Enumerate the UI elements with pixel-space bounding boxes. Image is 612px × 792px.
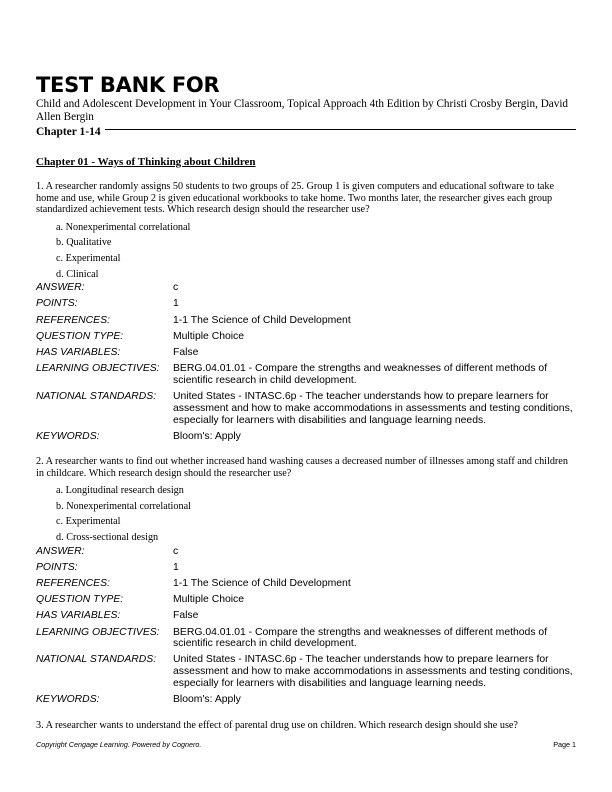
keywords-label: KEYWORDS: [36, 430, 100, 442]
answer-label: ANSWER: [36, 282, 85, 294]
learning-objectives-label: LEARNING OBJECTIVES: [36, 626, 160, 638]
national-standards-value: United States - INTASC.6p - The teacher understands how to prepare learners for assessment and how to make accommodations in assessments and testing conditions, especially for learners with disabilities and language learning needs. [173, 654, 573, 690]
option-a: a. Nonexperimental correlational [56, 221, 191, 233]
page-number: Page 1 [553, 740, 576, 749]
document-title: TEST BANK FOR [36, 73, 220, 97]
answer-options [36, 483, 578, 545]
answer-row [36, 546, 578, 558]
question-block-1 [36, 181, 578, 447]
keywords-row [36, 694, 578, 706]
points-value: 1 [173, 298, 179, 310]
references-row [36, 578, 578, 590]
option-a: a. Longitudinal research design [56, 485, 184, 497]
points-row [36, 298, 578, 310]
question-type-label: QUESTION TYPE: [36, 594, 124, 606]
national-standards-label: NATIONAL STANDARDS: [36, 391, 157, 403]
references-value: 1-1 The Science of Child Development [173, 577, 351, 589]
points-label: POINTS: [36, 561, 78, 573]
option-d: d. Clinical [56, 268, 99, 280]
learning-objectives-row [36, 627, 578, 651]
references-value: 1-1 The Science of Child Development [173, 314, 351, 326]
question-type-value: Multiple Choice [173, 594, 245, 606]
points-label: POINTS: [36, 298, 78, 310]
chapter-heading: Chapter 01 - Ways of Thinking about Children [36, 156, 256, 168]
question-type-row [36, 331, 578, 343]
answer-row [36, 282, 578, 294]
question-text: 2. A researcher wants to find out whether increased hand washing causes a decreased number of illnesses among staff and children in childcare. Which research design should the researcher use? [36, 456, 568, 479]
has-variables-row [36, 610, 578, 622]
answer-value: c [173, 282, 179, 294]
learning-objectives-value: BERG.04.01.01 - Compare the strengths and weaknesses of different methods of scientific research in child development. [173, 626, 548, 650]
keywords-value: Bloom's: Apply [173, 430, 241, 442]
national-standards-value: United States - INTASC.6p - The teacher understands how to prepare learners for assessment and how to make accommodations in assessments and testing conditions, especially for learners with disabilities and language learning needs. [173, 391, 573, 426]
option-c: c. Experimental [56, 516, 121, 528]
points-row [36, 562, 578, 574]
header-divider [105, 129, 576, 130]
option-b: b. Nonexperimental correlational [56, 500, 191, 512]
question-metadata [36, 282, 578, 443]
option-d: d. Cross-sectional design [56, 531, 159, 543]
keywords-label: KEYWORDS: [36, 694, 100, 706]
answer-label: ANSWER: [36, 545, 85, 557]
question-text: 3. A researcher wants to understand the effect of parental drug use on children. Which research design should she use? [36, 720, 518, 731]
option-c: c. Experimental [56, 252, 121, 264]
references-label: REFERENCES: [36, 314, 110, 326]
national-standards-row [36, 391, 578, 426]
learning-objectives-value: BERG.04.01.01 - Compare the strengths and weaknesses of different methods of scientific research in child development. [173, 363, 548, 386]
chapter-range: Chapter 1-14 [36, 126, 101, 138]
question-type-row [36, 594, 578, 606]
question-text: 1. A researcher randomly assigns 50 students to two groups of 25. Group 1 is given computers and educational software to take home and use, while Group 2 is given educational workbooks to take home. Two months later, the researcher gives each group standardized achievement tests. Which research design should the researcher use? [36, 181, 555, 216]
has-variables-value: False [173, 346, 199, 358]
option-b: b. Qualitative [56, 237, 112, 249]
national-standards-row [36, 654, 578, 689]
question-metadata [36, 546, 578, 707]
book-subtitle: Child and Adolescent Development in Your Classroom, Topical Approach 4th Edition by Christi Crosby Bergin, David Allen Bergin [36, 98, 569, 123]
references-label: REFERENCES: [36, 577, 110, 589]
points-value: 1 [173, 561, 179, 573]
question-type-value: Multiple Choice [173, 330, 245, 342]
footer-copyright: Copyright Cengage Learning. Powered by Cognero. [36, 740, 202, 749]
answer-options [36, 220, 578, 282]
references-row [36, 315, 578, 327]
has-variables-value: False [173, 610, 199, 622]
has-variables-label: HAS VARIABLES: [36, 346, 121, 358]
question-block-2 [36, 456, 578, 710]
keywords-row [36, 431, 578, 443]
question-block-3 [36, 720, 578, 732]
has-variables-row [36, 347, 578, 359]
has-variables-label: HAS VARIABLES: [36, 610, 121, 622]
answer-value: c [173, 545, 179, 557]
learning-objectives-label: LEARNING OBJECTIVES: [36, 363, 160, 375]
keywords-value: Bloom's: Apply [173, 694, 241, 706]
national-standards-label: NATIONAL STANDARDS: [36, 654, 157, 666]
learning-objectives-row [36, 363, 578, 387]
question-type-label: QUESTION TYPE: [36, 330, 124, 342]
